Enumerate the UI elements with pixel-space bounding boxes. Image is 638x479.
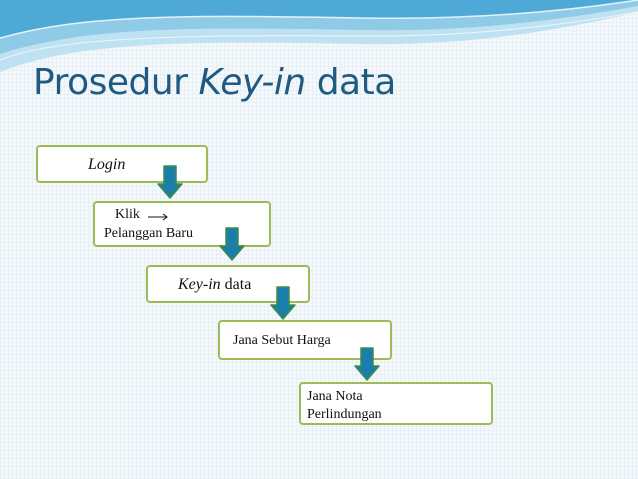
down-arrow-icon [219, 227, 245, 261]
step-pelanggan-baru-label: Pelanggan Baru [104, 226, 194, 241]
down-arrow-icon [157, 165, 183, 199]
right-arrow-icon [147, 212, 169, 222]
step-perlindungan-label: Perlindungan [307, 407, 382, 422]
step-key-in-label: Key-in data [178, 276, 252, 293]
down-arrow-icon [270, 286, 296, 320]
step-jana-nota-perlindungan [299, 382, 493, 425]
down-arrow-icon [354, 347, 380, 381]
step-jana-nota-label: Jana Nota [307, 389, 363, 404]
step-login-label: Login [88, 156, 126, 173]
step-klik-label: Klik [115, 207, 140, 222]
page-title: Prosedur Key-in data [33, 62, 396, 103]
step-jana-sebut-harga-label: Jana Sebut Harga [233, 333, 331, 348]
